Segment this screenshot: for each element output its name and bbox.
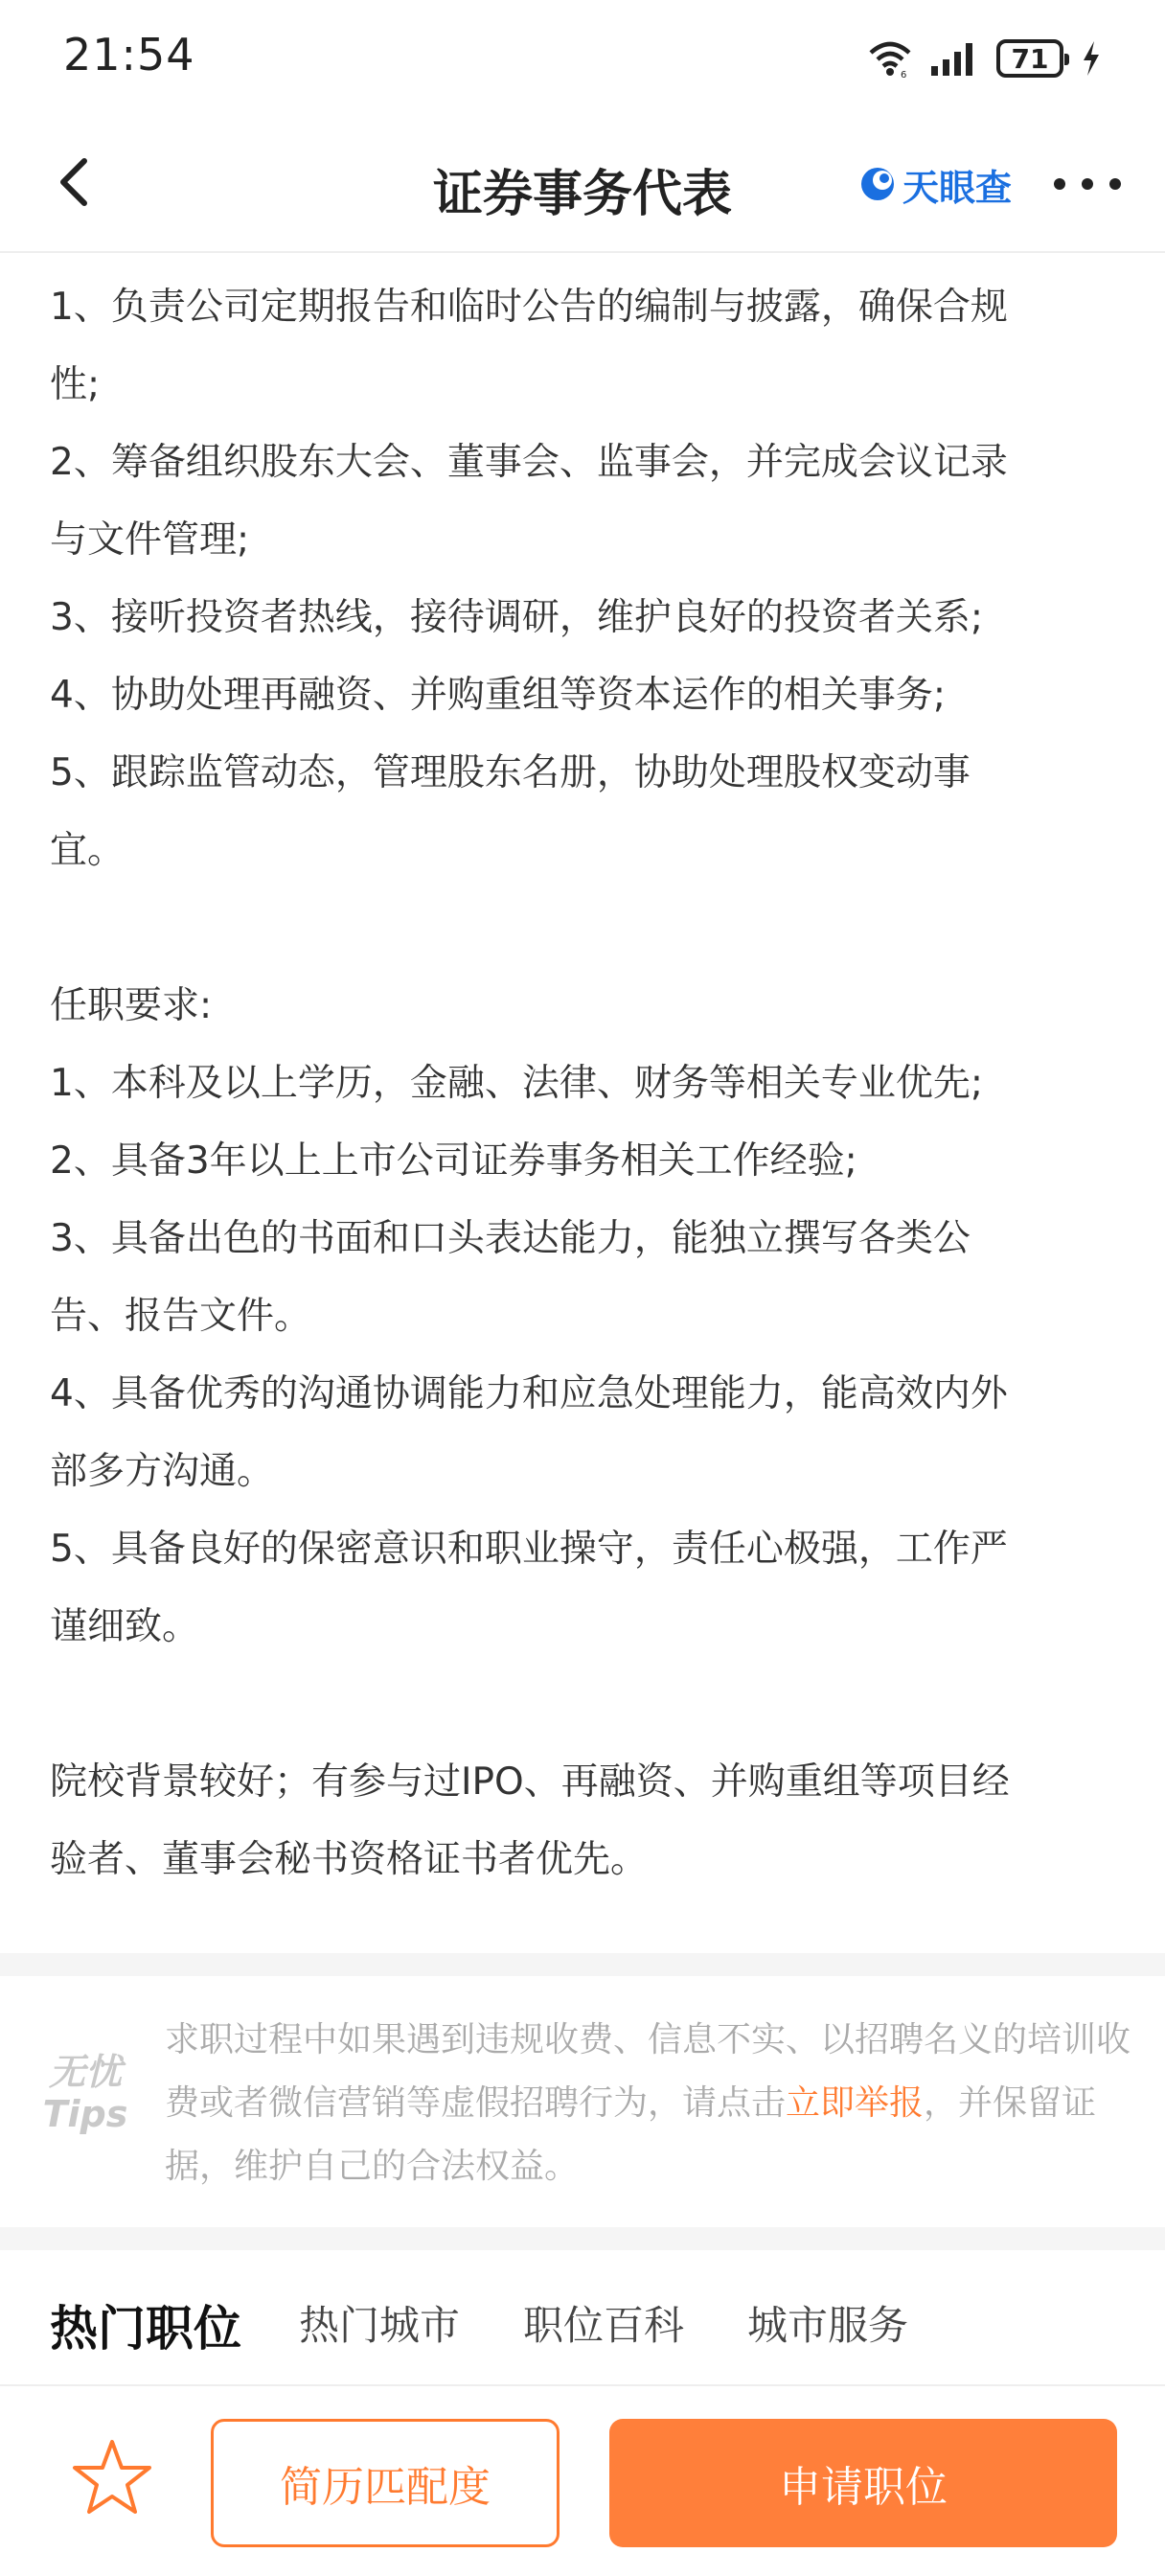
description-line: 宜。	[50, 829, 126, 872]
star-icon	[71, 2438, 153, 2517]
tianyancha-logo-icon	[858, 165, 897, 203]
favorite-button[interactable]	[69, 2434, 155, 2520]
section-divider	[0, 1953, 1165, 1976]
more-icon-dot	[1054, 178, 1065, 190]
tips-logo-line1: 无忧	[48, 2051, 122, 2093]
nav-bar	[0, 115, 1165, 253]
wifi-icon	[868, 39, 912, 78]
tianyancha-logo[interactable]	[858, 161, 1012, 207]
description-line: 3、接听投资者热线，接待调研，维护良好的投资者关系;	[50, 596, 983, 639]
description-line: 5、跟踪监管动态，管理股东名册，协助处理股权变动事	[50, 751, 971, 794]
bottom-action-bar	[0, 2384, 1165, 2576]
tips-logo-line2: Tips	[42, 2093, 128, 2135]
tab-city-services[interactable]: 城市服务	[747, 2302, 909, 2349]
description-line: 5、具备良好的保密意识和职业操守，责任心极强，工作严	[50, 1528, 1008, 1571]
tab-job-wiki[interactable]: 职位百科	[523, 2302, 685, 2349]
description-line: 谨细致。	[50, 1605, 200, 1648]
battery-level: 71	[1011, 42, 1049, 75]
more-icon-dot	[1109, 178, 1121, 190]
report-link[interactable]: 立即举报	[786, 2083, 925, 2123]
tab-hot-jobs[interactable]: 热门职位	[50, 2301, 241, 2357]
description-line: 4、协助处理再融资、并购重组等资本运作的相关事务;	[50, 674, 946, 717]
description-line: 告、报告文件。	[50, 1295, 312, 1338]
description-line: 1、负责公司定期报告和临时公告的编制与披露，确保合规	[50, 286, 1008, 329]
brand-name: 天眼查	[902, 166, 1013, 209]
description-line: 验者、董事会秘书资格证书者优先。	[50, 1838, 649, 1881]
tab-hot-cities[interactable]: 热门城市	[299, 2302, 461, 2349]
description-line: 1、本科及以上学历，金融、法律、财务等相关专业优先;	[50, 1062, 983, 1105]
svg-text:6: 6	[901, 70, 907, 78]
tips-notice	[0, 1976, 1165, 2227]
description-line: 4、具备优秀的沟通协调能力和应急处理能力，能高效内外	[50, 1372, 1008, 1415]
job-description	[50, 268, 1113, 1898]
description-line: 2、具备3年以上上市公司证券事务相关工作经验;	[50, 1139, 857, 1183]
description-line: 性;	[50, 363, 101, 406]
description-line: 部多方沟通。	[50, 1450, 275, 1493]
apply-job-button[interactable]: 申请职位	[609, 2419, 1117, 2547]
blank-line	[50, 1666, 1113, 1743]
description-line: 3、具备出色的书面和口头表达能力，能独立撰写各类公	[50, 1217, 971, 1260]
charging-icon	[1081, 39, 1102, 78]
description-line: 与文件管理;	[50, 518, 250, 562]
status-time: 21:54	[63, 29, 195, 80]
description-line: 任职要求:	[50, 984, 213, 1027]
status-icons	[868, 34, 1102, 82]
resume-match-button[interactable]: 简历匹配度	[211, 2419, 560, 2547]
section-divider	[0, 2227, 1165, 2250]
status-bar	[0, 0, 1165, 115]
page-title: 证券事务代表	[432, 166, 732, 223]
battery-icon	[996, 39, 1063, 78]
description-line: 2、筹备组织股东大会、董事会、监事会，并完成会议记录	[50, 441, 1008, 484]
description-line: 院校背景较好；有参与过IPO、再融资、并购重组等项目经	[50, 1760, 1010, 1804]
hot-tabs	[0, 2250, 1165, 2384]
tips-text-after: ，并保留证据，维护自己的合法权益。	[165, 2083, 1097, 2186]
more-button[interactable]	[1054, 165, 1121, 203]
blank-line	[50, 889, 1113, 967]
tips-text	[165, 2009, 1134, 2198]
tips-text-before: 求职过程中如果遇到违规收费、信息不实、以招聘名义的培训收费或者微信营销等虚假招聘行为，请点击	[165, 2020, 1131, 2123]
more-icon-dot	[1082, 178, 1093, 190]
signal-icon	[929, 39, 979, 78]
tips-logo	[33, 2051, 138, 2135]
